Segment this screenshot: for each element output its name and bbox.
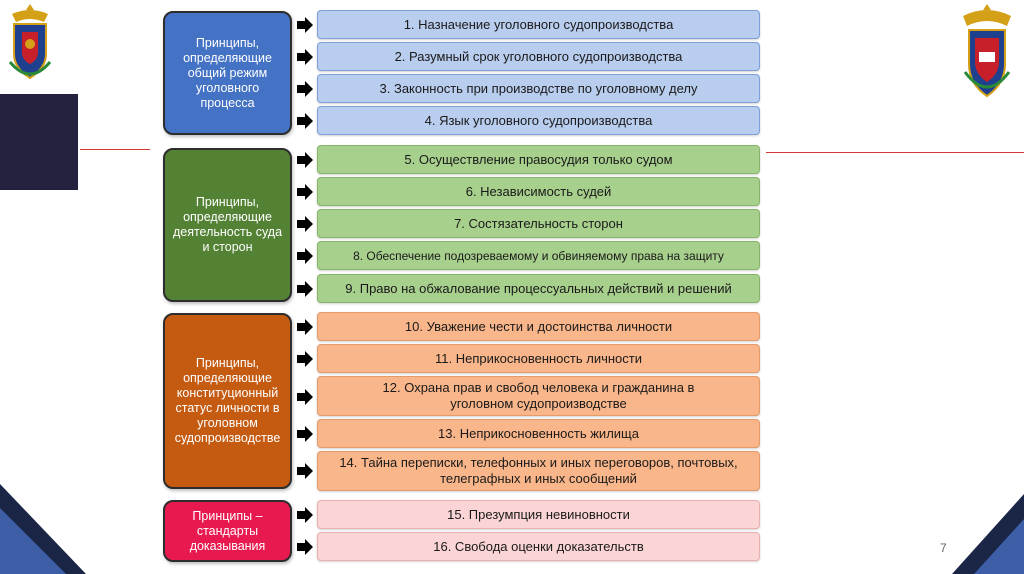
principle-item: 16. Свобода оценки доказательств: [317, 532, 760, 561]
arrow-right-icon: [296, 280, 314, 298]
principle-item: 8. Обеспечение подозреваемому и обвиняемому права на защиту: [317, 241, 760, 270]
principle-item: 14. Тайна переписки, телефонных и иных переговоров, почтовых, телеграфных и иных сообщений: [317, 451, 760, 491]
group-box-proof-standards: [163, 500, 292, 562]
principle-item: 5. Осуществление правосудия только судом: [317, 145, 760, 174]
decorative-dark-block: [0, 94, 78, 190]
corner-decoration-right-accent: [974, 519, 1024, 574]
arrow-right-icon: [296, 151, 314, 169]
divider-line-left: [80, 149, 150, 150]
group-label: Принципы, определяющие деятельность суда и сторон: [172, 195, 283, 254]
principle-item: 12. Охрана прав и свобод человека и гражданина в уголовном судопроизводстве: [317, 376, 760, 416]
principle-item: 1. Назначение уголовного судопроизводства: [317, 10, 760, 39]
arrow-right-icon: [296, 48, 314, 66]
arrow-right-icon: [296, 16, 314, 34]
arrow-right-icon: [296, 538, 314, 556]
arrow-right-icon: [296, 247, 314, 265]
principle-item: 9. Право на обжалование процессуальных действий и решений: [317, 274, 760, 303]
arrow-right-icon: [296, 388, 314, 406]
principle-item: 10. Уважение чести и достоинства личности: [317, 312, 760, 341]
arrow-right-icon: [296, 183, 314, 201]
principle-item: 7. Состязательность сторон: [317, 209, 760, 238]
left-emblem-icon: [4, 2, 56, 88]
group-label: Принципы, определяющие общий режим уголовного процесса: [183, 35, 272, 110]
principle-item: 3. Законность при производстве по уголовному делу: [317, 74, 760, 103]
arrow-right-icon: [296, 318, 314, 336]
group-label: Принципы – стандарты доказывания: [189, 508, 266, 553]
principle-item: 6. Независимость судей: [317, 177, 760, 206]
principle-item: 2. Разумный срок уголовного судопроизводства: [317, 42, 760, 71]
arrow-right-icon: [296, 350, 314, 368]
principle-item: 11. Неприкосновенность личности: [317, 344, 760, 373]
divider-line-right: [766, 152, 1024, 153]
group-label: Принципы, определяющие конституционный статус личности в уголовном судопроизводстве: [174, 356, 281, 445]
arrow-right-icon: [296, 112, 314, 130]
arrow-right-icon: [296, 80, 314, 98]
principle-item: 15. Презумпция невиновности: [317, 500, 760, 529]
arrow-right-icon: [296, 506, 314, 524]
group-box-court-parties: [163, 148, 292, 302]
page-number: 7: [940, 541, 947, 555]
right-emblem-icon: [955, 2, 1019, 102]
arrow-right-icon: [296, 215, 314, 233]
arrow-right-icon: [296, 425, 314, 443]
principle-item: 4. Язык уголовного судопроизводства: [317, 106, 760, 135]
principle-item: 13. Неприкосновенность жилища: [317, 419, 760, 448]
group-box-constitutional-status: [163, 313, 292, 489]
arrow-right-icon: [296, 462, 314, 480]
group-box-general-regime: [163, 11, 292, 135]
corner-decoration-left-accent: [0, 508, 66, 574]
